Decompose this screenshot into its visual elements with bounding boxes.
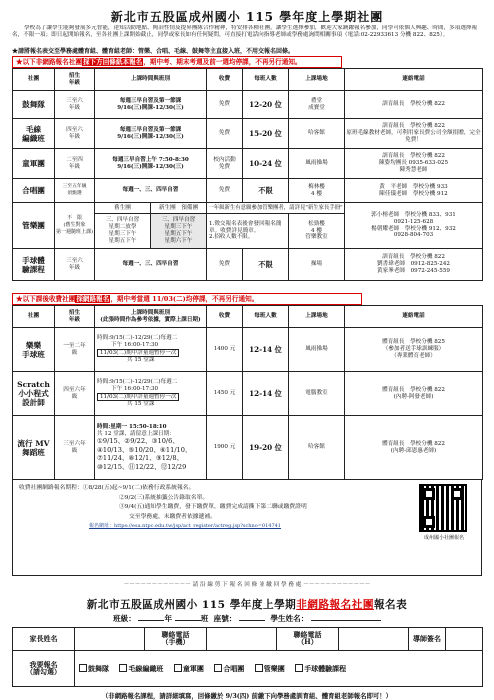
student-name-label: 學生姓名：: [270, 614, 309, 623]
club-size: 不限: [243, 179, 289, 203]
club-grade: 不 限 (舊生對象 第一週隨班上課): [55, 203, 95, 249]
club-contact: 訓育組長 學校分機 822: [345, 91, 483, 119]
option-label: 毛線編織班: [128, 664, 164, 674]
mobile-phone-field[interactable]: [207, 628, 277, 651]
time-line: 共 15 堂課: [127, 357, 155, 364]
col-header-grade: 招生 年級: [55, 69, 95, 91]
paid-section-banner: [12, 293, 362, 305]
band-fee-details: 1.徵交報名表後會發回報名簡章。收費詳見簡章。 2.招收人數不限。: [207, 214, 289, 249]
col-header-size: 每班人數: [243, 306, 289, 328]
col-header-place: 上課場地: [289, 69, 345, 91]
paid-club-table: [12, 305, 483, 480]
col-header-club: 社團: [13, 306, 55, 328]
club-name: 手球體 驗課程: [13, 249, 55, 281]
note-line: 收費社團網路報名期程：①8/28(五)起~9/1(二)依務行政系統報名。: [19, 485, 195, 491]
club-size: 10-24 位: [243, 149, 289, 179]
table-row: [13, 372, 483, 416]
signup-form-table: [12, 627, 483, 687]
band-old-times: 三、四早自習 星期二放學 星期三下午 星期五下午: [95, 214, 151, 248]
form-footer: （非網路報名課程，請詳細填寫，回條繳於 9/3(四) 前繳下向學務處訓育組、體育組老師報名即可！）: [101, 692, 393, 700]
club-fee: 校內活動 免費: [207, 149, 243, 179]
club-place: 哈客館: [289, 416, 345, 480]
club-fee: 免費: [207, 249, 243, 281]
club-place: 哈客館: [289, 119, 345, 149]
club-contact: 體育組長 學校分機 825 （參加者送手球訓練服） （專業體育老師）: [345, 328, 483, 372]
option-choir[interactable]: [214, 664, 244, 673]
club-size: 不限: [243, 249, 289, 281]
club-contact: 體育組長 學校分機 822 (內聘-阿發老師): [345, 372, 483, 416]
home-phone-field[interactable]: [339, 628, 409, 651]
table-row: [13, 149, 483, 179]
note-line: ②9/2(三)系統抽籤公告錄取名單。: [119, 494, 209, 501]
table-row: [13, 91, 483, 119]
time-line: 下午 16:00-17:30: [111, 341, 159, 348]
club-fee: 1450 元: [207, 372, 243, 416]
option-label: 管樂團: [263, 664, 285, 674]
seat-field[interactable]: [239, 620, 265, 621]
checkbox[interactable]: [295, 664, 303, 672]
teacher-sign-cell: [409, 628, 483, 651]
club-grade: 三至六年 級: [55, 416, 95, 480]
qr-code-icon: [419, 484, 467, 532]
band-time-detail: [95, 214, 207, 249]
club-place: 風雨操場: [289, 149, 345, 179]
option-label: 手球體驗課程: [304, 664, 347, 674]
page: [12, 8, 482, 700]
banner-prefix: 以下非網路報名社團: [22, 58, 82, 66]
intro-paragraph: 學校為了讓學生能夠發展多元智能，達知活動地點、陶冶性情及提昇團隊合作精神，特安排各種社團，讓學生選擇參加，歡迎大家踴躍報名參加，同學可依個人興趣、時間，多項選擇報名，不限一項；即日起開始報名，至各社團上課開始截止，同學或家長如有任何疑問，可直接打電話向指導老師或學務處詢問相關事項（電話:02-22933613 分機 822、825）。: [12, 25, 478, 38]
club-time: 每週三早自習及第一節課 9/16(三)開課-12/30(三): [95, 91, 207, 119]
band-time-header: [95, 203, 207, 214]
club-contact: 郭小榕老師 學校分機 833、931 0921-125-628 楊朝耀老師 學校分機 912、932 0928-804-703: [345, 203, 483, 249]
club-grade: 三至六 年級: [55, 249, 95, 281]
club-size: 12-14 位: [243, 372, 289, 416]
club-name: 流行 MV 舞蹈班: [13, 416, 55, 480]
club-time: [95, 328, 207, 372]
club-name: 樂樂 手球班: [13, 328, 55, 372]
star-icon: ★: [16, 58, 23, 66]
band-new-times: 三、四早自習 星期三下午 星期五下午 星期六下午: [151, 214, 206, 248]
banner-suffix: ，期中考當週 11/03(二)均停課，不再另行通知。: [110, 295, 259, 303]
cut-line: －－－－－－－－－－－－ 請 沿 線 剪 下 報 名 回 條 並 繳 回 學 務 處 －－－－－－－－－－－－: [123, 582, 371, 588]
option-label: 鼓舞隊: [88, 664, 109, 674]
parent-name-label: 家長姓名: [13, 628, 75, 651]
signup-url-link[interactable]: 報名網址：https://esa.ntpc.edu.tw/jsp/act_register/actreg.jsp?schno=014741: [89, 523, 281, 530]
class-year-field[interactable]: [138, 620, 164, 621]
table-row: [13, 249, 483, 281]
col-header-size: 每班人數: [243, 69, 289, 91]
club-place: 電腦教室: [289, 372, 345, 416]
club-grade: 一至二年 級: [55, 328, 95, 372]
club-name: 毛線 編織班: [13, 119, 55, 149]
time-line: 時間:9/15(二)-12/29(二)每週二: [97, 334, 178, 341]
club-fee: 免費: [207, 179, 243, 203]
banner-highlight: 採下方回條紙本報名: [82, 58, 143, 66]
table-row: [13, 328, 483, 372]
banner-highlight: 採網路報名: [76, 295, 110, 303]
club-name: 合唱團: [13, 179, 55, 203]
choose-label: 我要報名 （請勾選）: [13, 651, 75, 687]
star-icon: ★: [16, 295, 23, 303]
club-fee: 1900 元: [207, 416, 243, 480]
club-size: 12-20 位: [243, 91, 289, 119]
band-fee-note: 一年級新生有意願參加管樂團者，請詳見"新生家長手冊": [207, 203, 345, 214]
class-dates: ①9/15、②9/22、③10/6、④10/13、⑤10/20、⑥11/10、⑦11/24、⑧12/1、⑨12/8、⑩12/15、⑪12/22、⑫12/29: [97, 437, 192, 471]
club-place: 禮堂 成寶堂: [289, 91, 345, 119]
club-contact: 訓育組長 學校分機 822 原班毛線教材老師，可利用家長費公司全額捐贈，完全免費！: [345, 119, 483, 149]
note-line: ③9/4(五)通知學生繳費，發下繳費單，繳費完成請撕下第二聯或繳費證明: [119, 504, 307, 511]
col-header-time: 上課時間與班別: [95, 69, 207, 91]
checkbox[interactable]: [174, 664, 182, 672]
club-name: Scratch 小小程式 設計師: [13, 372, 55, 416]
time-line: 共 15 堂課: [127, 401, 155, 408]
checkbox[interactable]: [119, 664, 127, 672]
club-time: 每週三早自習上午 7:50-8:30 9/16(三)開課-12/30(三): [95, 149, 207, 179]
mobile-phone-label: 聯絡電話 （手機）: [145, 628, 207, 651]
form-title-suffix: 報名表: [373, 599, 408, 611]
club-time: [95, 416, 207, 480]
free-section-banner: [12, 56, 342, 68]
pause-note: 11/03(二)期中評量週暫停一次: [97, 349, 179, 358]
club-checklist: [75, 651, 483, 687]
class-label: 班級：: [113, 614, 136, 623]
form-title-highlight: 非網路報名社團: [296, 599, 374, 611]
year-label: 年: [164, 614, 173, 623]
col-header-grade: 招生 年級: [55, 306, 95, 328]
checkbox[interactable]: [214, 664, 222, 672]
qr-code: [419, 484, 469, 542]
banner-prefix: 以下課後收費社團: [22, 295, 76, 303]
checkbox[interactable]: [255, 664, 263, 672]
option-band[interactable]: [255, 664, 285, 673]
col-header-time: 上課時間與班別 (此張時間作為參考依據，實際上課日期): [95, 306, 207, 328]
option-scouts[interactable]: [174, 664, 204, 673]
club-time: [95, 372, 207, 416]
time-line: 時間:星期一 15:50-18:10: [97, 423, 167, 430]
checkbox[interactable]: [79, 664, 87, 672]
band-new-group: 新生團 預備團: [158, 205, 199, 211]
qr-label: 成州國小社團報名: [423, 535, 464, 541]
col-header-fee: 收費: [207, 69, 243, 91]
table-row: [13, 119, 483, 149]
club-fee: 免費: [207, 91, 243, 119]
home-phone-label: 聯絡電話 （H）: [277, 628, 339, 651]
table-row: [13, 203, 483, 214]
band-old-group: 舊生團: [95, 203, 151, 213]
col-header-contact: 連絡電話: [345, 306, 483, 328]
teacher-sign-label: 導師簽名: [409, 628, 446, 650]
col-header-place: 上課場地: [289, 306, 345, 328]
club-fee: 免費: [207, 119, 243, 149]
time-line: 時間:9/15(二)-12/29(二)每週二: [97, 378, 178, 385]
club-name: 鼓舞隊: [13, 91, 55, 119]
parent-name-field[interactable]: [75, 628, 145, 651]
pause-note: 11/03(二)期中評量週暫停一次: [97, 393, 179, 402]
club-size: 12-14 位: [243, 328, 289, 372]
club-name: 管樂團: [13, 203, 55, 249]
form-title-prefix: 新北市五股區成州國小 115 學年度上學期: [86, 599, 297, 611]
banner-suffix: ，期中考、期末考週及前一週均停課，不再另行通知。: [143, 58, 302, 66]
option-label: 童軍團: [182, 664, 204, 674]
signup-notes: [12, 480, 482, 576]
option-knitting[interactable]: [119, 664, 163, 673]
club-fee: 1400 元: [207, 328, 243, 372]
signup-url[interactable]: [19, 522, 481, 532]
notice-line: ★請將報名表交至學務處體育組、體育組老師：管樂、合唱、毛線、鼓舞等主直接入班，不用交報名回條。: [12, 48, 295, 55]
ban-label: 班: [200, 614, 209, 623]
free-club-table: [12, 68, 483, 281]
student-info-line: [12, 613, 482, 627]
club-place: 松勁樓 4 樓 管樂教室: [289, 214, 345, 249]
col-header-club: 社團: [13, 69, 55, 91]
club-place: 操場: [289, 249, 345, 281]
time-line: 下午 16:00-17:30: [111, 385, 159, 392]
student-name-field[interactable]: [311, 620, 381, 621]
table-row: [13, 179, 483, 203]
note-line: 交至學務處，未繳費者依據遞補。: [129, 513, 216, 520]
option-drum[interactable]: [79, 664, 109, 673]
club-time: 每週一、三、四早自習: [95, 249, 207, 281]
club-size: 19-20 位: [243, 416, 289, 480]
club-contact: 黃 平老師 學校分機 933 陳佳儀老師 學校分機 912: [345, 179, 483, 203]
club-grade: 二至四 年級: [55, 149, 95, 179]
club-contact: 訓育組長 學校分機 822 劉書瑋老師 0912-825-242 黃家峯老師 0972-245-559: [345, 249, 483, 281]
club-name: 童軍團: [13, 149, 55, 179]
col-header-contact: 連絡電話: [345, 69, 483, 91]
class-ban-field[interactable]: [175, 620, 201, 621]
club-place: 梅林樓 4 樓: [289, 179, 345, 203]
club-time: 每週三早自習及第一節課 9/16(三)開課-12/30(三): [95, 119, 207, 149]
club-grade: 三至五年級 須甄選: [55, 179, 95, 203]
option-label: 合唱團: [223, 664, 245, 674]
club-size: 15-20 位: [243, 119, 289, 149]
page-title: 新北市五股區成州國小 115 學年度上學期社團: [110, 10, 384, 24]
col-header-fee: 收費: [207, 306, 243, 328]
seat-label: 座號：: [213, 614, 237, 623]
club-grade: 四至六年 級: [55, 372, 95, 416]
club-grade: 三至六 年級: [55, 91, 95, 119]
club-time: 每週一、三、四早自習: [95, 179, 207, 203]
form-title: [12, 597, 482, 613]
teacher-sign-field[interactable]: [446, 628, 482, 650]
club-grade: 四至六 年級: [55, 119, 95, 149]
club-contact: 體育組長 學校分機 822 (內聘-邱恩惠老師): [345, 416, 483, 480]
option-handball[interactable]: [295, 664, 346, 673]
club-contact: 訓育組長 學校分機 822 陳姿均團長 0935-633-025 陳秀慧老師: [345, 149, 483, 179]
club-place: 風雨操場: [289, 328, 345, 372]
time-line: 共 12 堂課，請留意上課日期：: [97, 430, 175, 437]
table-row: [13, 416, 483, 480]
